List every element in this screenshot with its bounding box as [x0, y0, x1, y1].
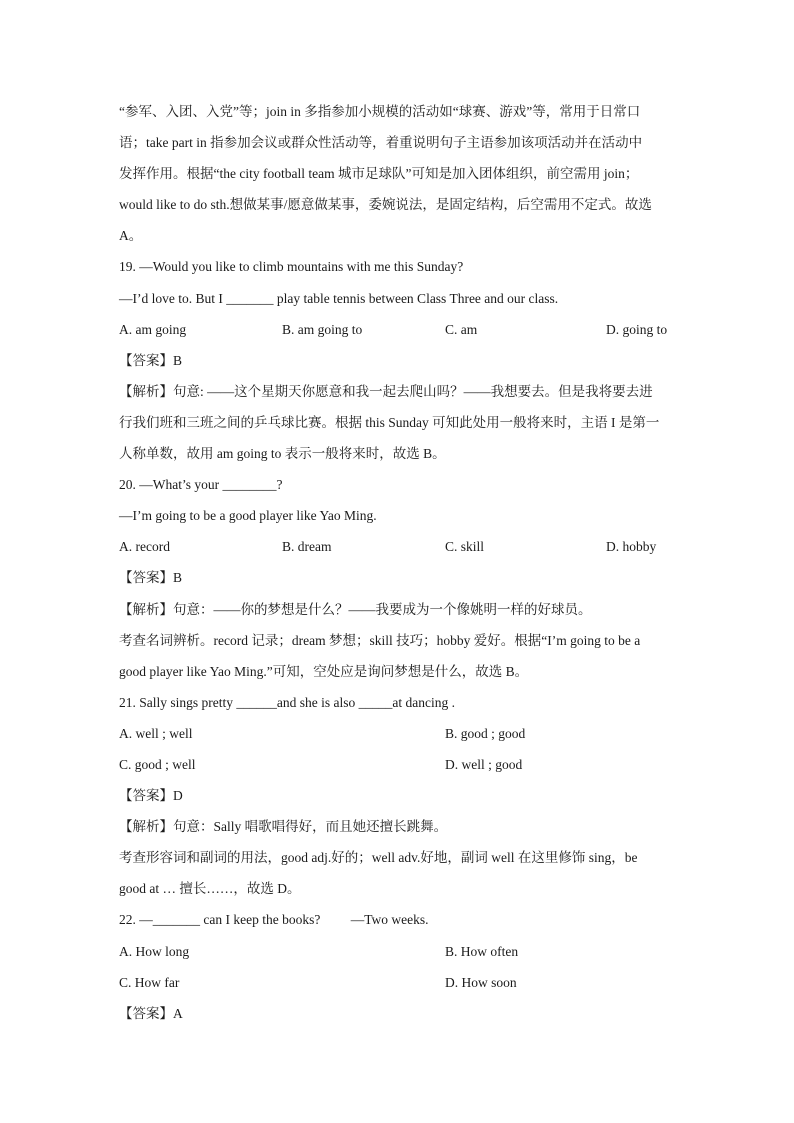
analysis-continued-line: A。 [119, 228, 143, 244]
option-c: C. good ; well [119, 756, 196, 772]
question-19-answer: 【答案】B [119, 352, 183, 368]
question-19-analysis: 【解析】句意: ——这个星期天你愿意和我一起去爬山吗？——我想要去。但是我将要去进 [119, 383, 653, 399]
question-20-options [119, 531, 679, 562]
option-b: B. dream [282, 539, 332, 555]
question-21-answer: 【答案】D [119, 788, 183, 804]
option-d: D. going to [606, 321, 668, 337]
question-19-analysis: 人称单数，故用 am going to 表示一般将来时，故选 B。 [119, 446, 446, 462]
question-21-options-row2 [119, 749, 679, 780]
document-page [119, 96, 679, 1029]
question-20-line2: —I’m going to be a good player like Yao Ming. [119, 508, 377, 524]
option-b: B. How often [445, 943, 519, 959]
question-21-stem: 21. Sally sings pretty ______and she is also _____at dancing . [119, 694, 455, 710]
option-b: B. good ; good [445, 725, 526, 741]
question-20-analysis: 【解析】句意：——你的梦想是什么？——我要成为一个像姚明一样的好球员。 [119, 601, 592, 617]
question-19-stem: 19. —Would you like to climb mountains with me this Sunday? [119, 259, 464, 275]
option-c: C. How far [119, 974, 180, 990]
option-d: D. well ; good [445, 756, 523, 772]
question-21-analysis: good at … 擅长……，故选 D。 [119, 881, 301, 897]
question-21-options-row1 [119, 718, 679, 749]
question-22-options-row2 [119, 967, 679, 998]
analysis-continued-line: “参军、入团、入党”等；join in 多指参加小规模的活动如“球赛、游戏”等，常用于日常口 [119, 104, 641, 119]
question-22-answer: 【答案】A [119, 1005, 183, 1021]
question-19-line2: —I’d love to. But I _______ play table tennis between Class Three and our class. [119, 290, 559, 306]
option-c: C. am [445, 321, 478, 337]
question-22-stem: 22. —_______ can I keep the books? —Two weeks. [119, 912, 429, 928]
option-a: A. How long [119, 943, 190, 959]
question-19-options [119, 314, 679, 345]
option-b: B. am going to [282, 321, 363, 337]
question-21-analysis: 【解析】句意：Sally 唱歌唱得好，而且她还擅长跳舞。 [119, 819, 448, 835]
analysis-continued-line: 发挥作用。根据“the city football team 城市足球队”可知是加入团体组织，前空需用 join； [119, 166, 639, 182]
analysis-continued-line: 语；take part in 指参加会议或群众性活动等，着重说明句子主语参加该项活动并在活动中 [119, 135, 643, 151]
question-20-answer: 【答案】B [119, 570, 183, 586]
analysis-continued-line: would like to do sth.想做某事/愿意做某事，委婉说法，是固定结构，后空需用不定式。故选 [119, 197, 652, 213]
option-d: D. How soon [445, 974, 517, 990]
option-a: A. well ; well [119, 725, 193, 741]
question-20-analysis: 考查名词辨析。record 记录；dream 梦想；skill 技巧；hobby 爱好。根据“I’m going to be a [119, 632, 641, 648]
option-c: C. skill [445, 539, 485, 555]
question-20-analysis: good player like Yao Ming.”可知，空处应是询问梦想是什么，故选 B。 [119, 663, 529, 679]
question-21-analysis: 考查形容词和副词的用法，good adj.好的；well adv.好地，副词 well 在这里修饰 sing，be [119, 850, 638, 866]
question-20-stem: 20. —What’s your ________? [119, 477, 283, 493]
option-a: A. record [119, 539, 170, 555]
option-a: A. am going [119, 321, 187, 337]
question-19-analysis: 行我们班和三班之间的乒乓球比赛。根据 this Sunday 可知此处用一般将来时，主语 I 是第一 [119, 414, 660, 430]
question-22-options-row1 [119, 936, 679, 967]
option-d: D. hobby [606, 539, 657, 555]
